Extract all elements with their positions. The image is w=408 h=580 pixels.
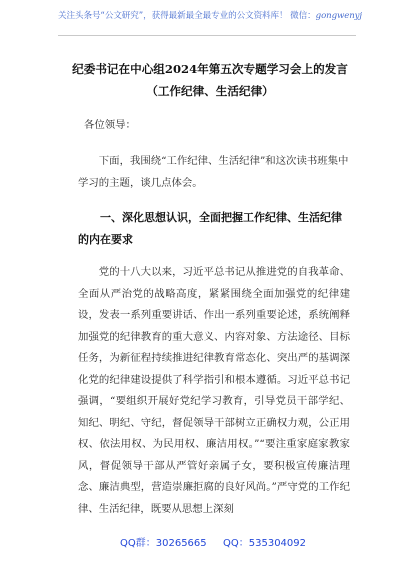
body-paragraph: 党的十八大以来，习近平总书记从推进党的自我革命、全面从严治党的战略高度，紧紧围绕全面加强党的纪律建设，发表一系列重要讲话、作出一系列重要论述，系统阐释加强党的纪律教育的重大意义、内容对象、方法途径、目标任务，为新征程持续推进纪律教育常态化、突出严的基调深化党的纪律建设提供了科学指引和根本遵循。习近平总书记强调，“要组织开展好党纪学习教育，引导党员干部学纪、知纪、明纪、守纪，督促领导干部树立正确权力观，公正用权、依法用权、为民用权、廉洁用权。”“要注重家庭家教家风，督促领导干部从严管好亲属子女，要积极宣传廉洁理念、廉洁典型，营造崇廉拒腐的良好风尚。”严守党的工作纪律、生活纪律，既要从思想上深刻 bbox=[78, 266, 350, 515]
section-heading: 一、深化思想认识，全面把握工作纪律、生活纪律的内在要求 bbox=[78, 211, 342, 246]
header-banner-text: 关注头条号“公文研究”，获得最新最全最专业的公文资料库！ 微信： bbox=[58, 11, 316, 21]
salutation: 各位领导： bbox=[84, 119, 136, 131]
footer-qq: QQ：535304092 bbox=[223, 538, 307, 549]
document-title: 纪委书记在中心组2024年第五次专题学习会上的发言（工作纪律、生活纪律） bbox=[72, 62, 348, 98]
header-divider bbox=[58, 35, 356, 36]
footer-qq-group: QQ群：30265665 bbox=[120, 538, 207, 549]
intro-paragraph: 下面，我围绕“工作纪律、生活纪律”和这次读书班集中学习的主题，谈几点体会。 bbox=[78, 155, 349, 189]
header-banner bbox=[58, 11, 362, 21]
header-banner-wechat-id: gongwenyj bbox=[315, 11, 362, 21]
